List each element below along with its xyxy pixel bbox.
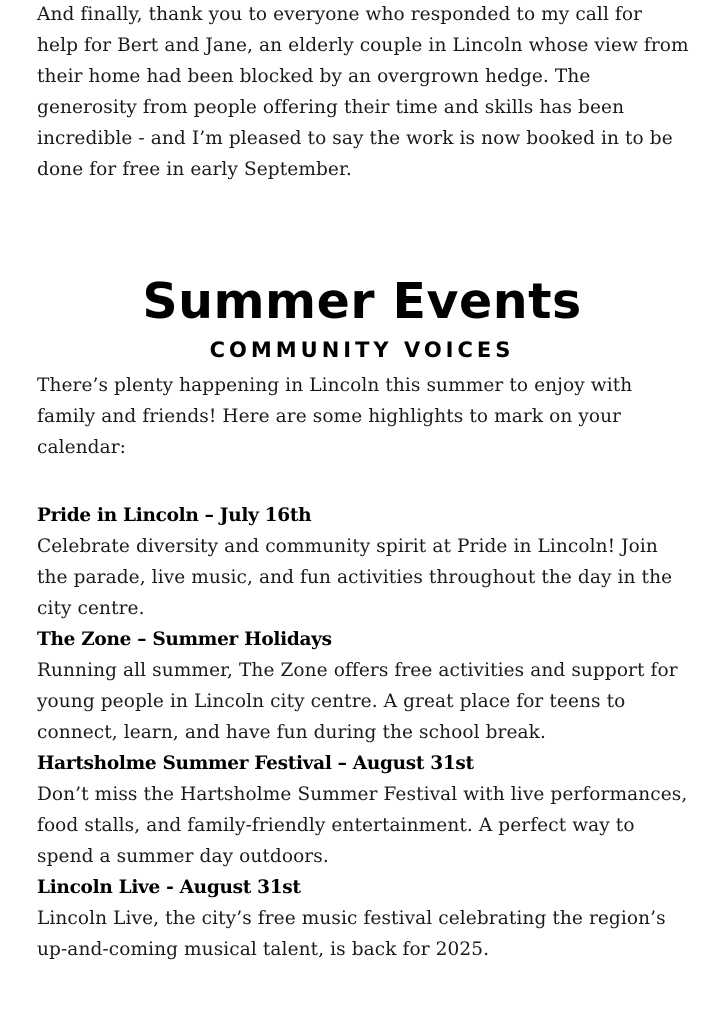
text-line: incredible - and I’m pleased to say the work is now booked in to be (37, 128, 673, 149)
event-description-line: city centre. (37, 598, 145, 619)
event-title: Pride in Lincoln – July 16th (37, 505, 312, 526)
event-description-line: the parade, live music, and fun activities throughout the day in the (37, 567, 673, 588)
text-line: calendar: (37, 437, 127, 458)
event-description-line: Running all summer, The Zone offers free activities and support for (37, 660, 678, 681)
text-line: There’s plenty happening in Lincoln this summer to enjoy with (37, 375, 633, 396)
text-line: family and friends! Here are some highlights to mark on your (37, 406, 622, 427)
event-title: Lincoln Live - August 31st (37, 877, 301, 898)
event-item (37, 872, 697, 965)
event-description-line: young people in Lincoln city centre. A great place for teens to (37, 691, 626, 712)
event-title: Hartsholme Summer Festival – August 31st (37, 753, 474, 774)
section-subheading: COMMUNITY VOICES (209, 338, 515, 362)
event-title: The Zone – Summer Holidays (37, 629, 332, 650)
thank-you-paragraph (37, 0, 697, 185)
section-heading: Summer Events (142, 273, 582, 330)
events-list (37, 500, 697, 965)
event-description-line: Lincoln Live, the city’s free music festival celebrating the region’s (37, 908, 666, 929)
event-description-line: connect, learn, and have fun during the school break. (37, 722, 546, 743)
text-line: help for Bert and Jane, an elderly couple in Lincoln whose view from (37, 35, 689, 56)
event-item (37, 748, 697, 872)
text-line: done for free in early September. (37, 159, 352, 180)
event-description-line: spend a summer day outdoors. (37, 846, 329, 867)
event-item (37, 624, 697, 748)
event-item (37, 500, 697, 624)
lead-paragraph (37, 370, 697, 463)
event-description-line: up-and-coming musical talent, is back for 2025. (37, 939, 490, 960)
event-description-line: Celebrate diversity and community spirit at Pride in Lincoln! Join (37, 536, 658, 557)
text-line: generosity from people offering their time and skills has been (37, 97, 625, 118)
text-line: And finally, thank you to everyone who responded to my call for (37, 4, 643, 25)
text-line: their home had been blocked by an overgrown hedge. The (37, 66, 591, 87)
event-description-line: Don’t miss the Hartsholme Summer Festival with live performances, (37, 784, 688, 805)
event-description-line: food stalls, and family-friendly entertainment. A perfect way to (37, 815, 635, 836)
